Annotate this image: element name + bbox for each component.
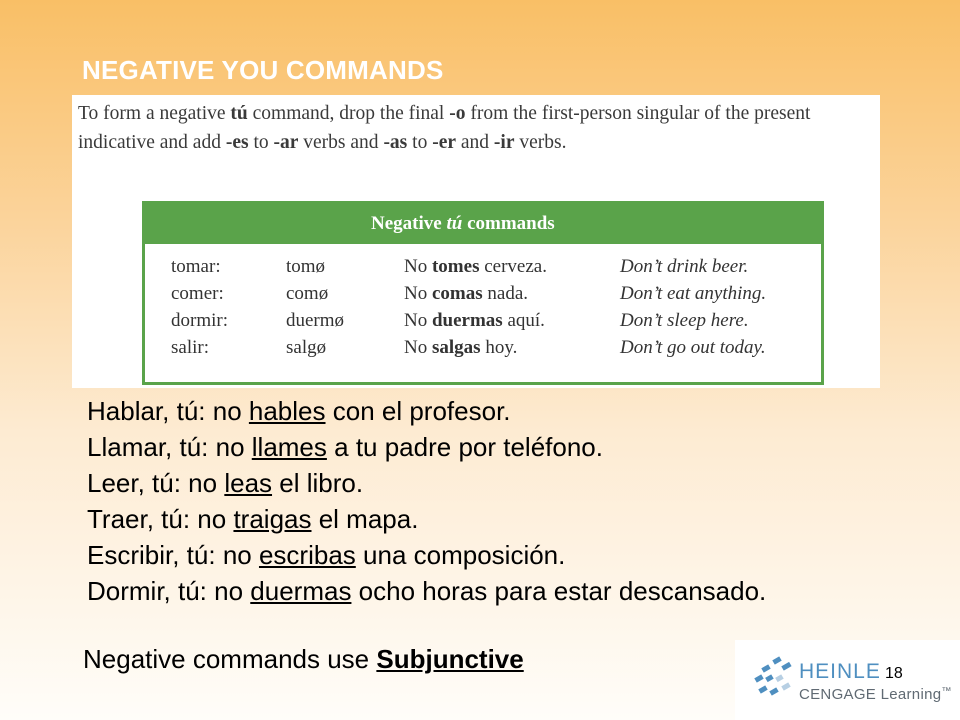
rule-text-part: command, drop the final [247,103,450,124]
rule-text-part: verbs and [298,132,384,153]
command-text: aquí. [502,310,545,331]
header-text: commands [462,213,555,234]
publisher-logo [735,640,960,720]
commands-table-header [145,204,821,244]
heinle-logo-icon [753,656,797,700]
header-text: Negative [371,213,447,234]
example-text: Leer, tú: no [87,468,225,498]
rule-emphasis: -er [432,132,457,153]
example-text: Traer, tú: no [87,504,234,534]
example-verb: duermas [250,576,352,606]
translation-cell: Don’t go out today. [620,337,766,358]
example-verb: hables [248,396,326,426]
example-text: el libro. [272,468,364,498]
example-verb: escribas [258,540,356,570]
infinitive-cell: tomar: [171,256,221,277]
command-text: No [404,256,432,277]
rule-text-part: To form a negative [78,103,231,124]
command-text: No [404,283,432,304]
table-row [145,310,821,337]
table-row [145,337,821,364]
page-number: 18 [885,665,903,682]
rule-emphasis: -ar [273,132,299,153]
rule-text-part: and [456,132,494,153]
translation-cell: Don’t drink beer. [620,256,749,277]
example-text: ocho horas para estar descansado. [351,576,767,606]
examples-list [87,393,766,609]
trademark-symbol: ™ [941,686,952,697]
logo-brand-text: HEINLE [799,660,881,683]
command-text: hoy. [480,337,518,358]
example-text: Hablar, tú: no [87,396,249,426]
command-verb: salgas [431,337,481,358]
example-text: el mapa. [311,504,419,534]
rule-emphasis: -es [225,132,249,153]
example-verb: leas [224,468,273,498]
example-text: a tu padre por teléfono. [326,432,603,462]
command-verb: comas [431,283,483,304]
footnote [83,644,524,675]
command-cell [404,337,517,359]
table-row [145,256,821,283]
example-text: Llamar, tú: no [87,432,252,462]
logo-subtitle [799,686,952,703]
infinitive-cell: dormir: [171,310,228,331]
stem-cell: tomø [286,256,326,277]
command-text: No [404,310,432,331]
stem-cell: salgø [286,337,327,358]
command-verb: duermas [431,310,503,331]
table-row [145,283,821,310]
example-verb: traigas [233,504,312,534]
infinitive-cell: salir: [171,337,209,358]
rule-emphasis: -o [449,103,466,124]
rule-text-part: to [407,132,433,153]
example-line [87,393,766,429]
rule-emphasis: -as [383,132,408,153]
command-text: nada. [482,283,529,304]
command-text: No [404,337,432,358]
translation-cell: Don’t eat anything. [620,283,767,304]
rule-text [78,99,878,157]
stem-cell: comø [286,283,329,304]
example-text: con el profesor. [325,396,511,426]
command-cell [404,283,528,305]
commands-table [142,201,824,385]
example-line [87,429,766,465]
example-text: Dormir, tú: no [87,576,251,606]
slide-title: NEGATIVE YOU COMMANDS [82,55,444,85]
rule-text-part: verbs. [514,132,567,153]
infinitive-cell: comer: [171,283,224,304]
rule-panel [72,95,880,388]
footnote-emphasis: Subjunctive [376,644,524,674]
command-cell [404,256,547,278]
translation-cell: Don’t sleep here. [620,310,749,331]
example-verb: llames [251,432,327,462]
footnote-text: Negative commands use [83,644,377,674]
example-line [87,537,766,573]
example-text: una composición. [355,540,566,570]
rule-text-part: to [248,132,274,153]
rule-emphasis: -ir [493,132,515,153]
example-line [87,465,766,501]
example-line [87,573,766,609]
example-text: Escribir, tú: no [87,540,259,570]
rule-text-part: from the first-person singular of the present indicative and add [78,103,811,153]
logo-subtitle-text: CENGAGE Learning [799,686,942,703]
rule-emphasis: tú [230,103,248,124]
example-line [87,501,766,537]
command-verb: tomes [431,256,480,277]
header-emphasis: tú [446,213,463,234]
commands-table-body [145,244,821,364]
command-cell [404,310,545,332]
command-text: cerveza. [479,256,547,277]
stem-cell: duermø [286,310,345,331]
